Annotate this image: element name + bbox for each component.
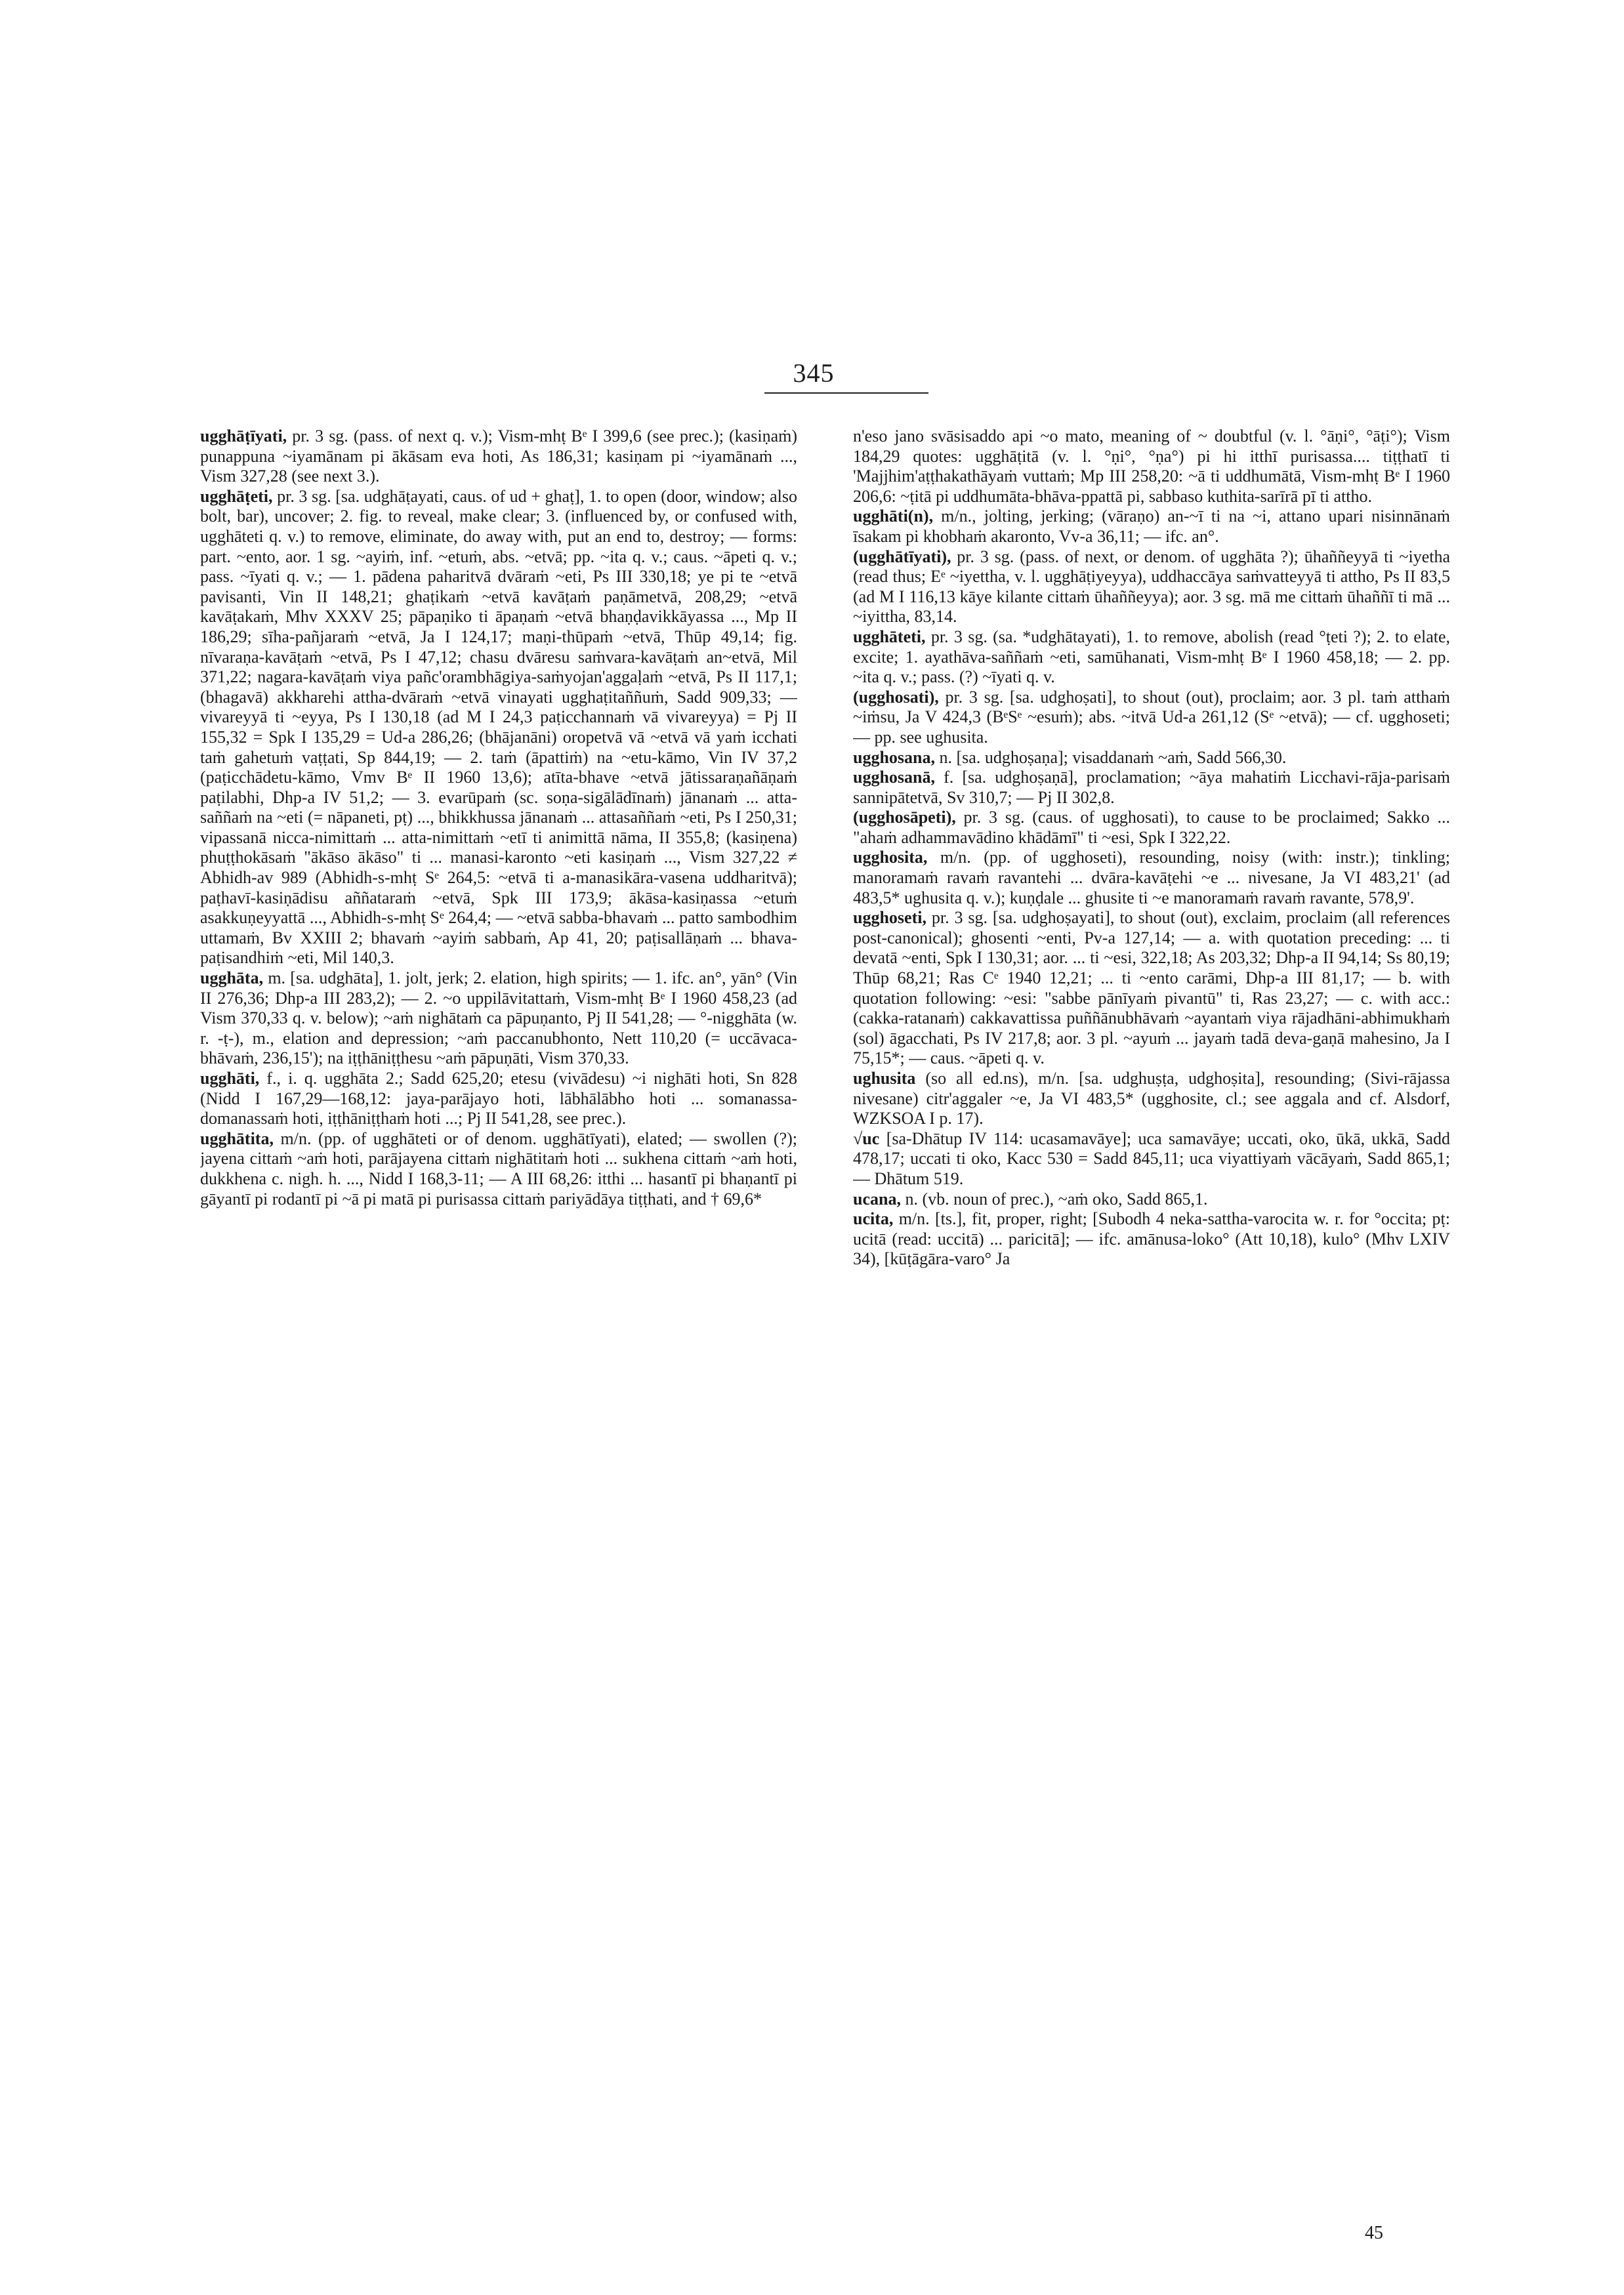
entry-text: pr. 3 sg. (sa. *udghātayati), 1. to remove, abolish (read °ṭeti ?); 2. to elate, excite; 1. ayathāva-saññaṁ ~eti, samūhanati, Vism-mhṭ Bᵉ I 1960 458,18; — 2. pp. ~ita q. v.; pass. (?) ~īyati q. v. — [853, 627, 1450, 687]
dictionary-entry — [853, 547, 1450, 627]
entry-headword: ugghāta, — [200, 968, 264, 988]
entry-text: n. [sa. udghoṣaṇa]; visaddanaṁ ~aṁ, Sadd 566,30. — [935, 747, 1287, 767]
page-number: 345 — [793, 358, 835, 388]
entry-text: pr. 3 sg. [sa. udghoṣayati], to shout (out), exclaim, proclaim (all references post-canonical); ghosenti ~enti, Pv-a 127,14; — a. with quotation preceding: ... ti devatā ~enti, Spk I 130,31; aor. ... ti ~esi, 322,18; As 203,32; Dhp-a II 94,14; Ss 80,19; Thūp 68,21; Ras Cᵉ 1940 12,21; ... ti ~ento carāmi, Dhp-a III 81,17; — b. with quotation following: ~esi: "sabbe pānīyaṁ pivantū" ti, Ras 23,27; — c. with acc.: (cakka-ratanaṁ) cakkavattissa puññānubhāvaṁ ~ayantaṁ viya rājadhāni-abhimukhaṁ (sol) āgacchati, Ps IV 217,8; aor. 3 pl. ~ayuṁ ... jayaṁ tadā deva-gaṇā mahesino, Ja I 75,15*; — caus. ~āpeti q. v. — [853, 908, 1450, 1068]
dictionary-entry — [853, 1189, 1450, 1210]
entry-text: (so all ed.ns), m/n. [sa. udghuṣṭa, udghoṣita], resounding; (Sivi-rājassa nivesane) citr'aggaler ~e, Ja VI 483,5* (ugghosite, cl.; see aggala and cf. Alsdorf, WZKSOA I p. 17). — [853, 1069, 1450, 1128]
dictionary-entry — [853, 507, 1450, 547]
entry-text: m/n. (pp. of ugghāteti or of denom. ugghātīyati), elated; — swollen (?); jayena cittaṁ ~aṁ hoti, parājayena cittaṁ nighātitaṁ hoti ... sukhena cittaṁ ~aṁ hoti, dukkhena c. nigh. h. ..., Nidd I 168,3-11; — A III 68,26: itthi ... hasantī pi bhaṇantī pi gāyantī pi rodantī pi ~ā pi matā pi purisassa cittaṁ pariyādāya tiṭṭhati, and † 69,6* — [200, 1128, 797, 1209]
dictionary-entry — [853, 426, 1450, 507]
dictionary-entry — [853, 688, 1450, 748]
dictionary-entry — [853, 1209, 1450, 1270]
dictionary-entry — [853, 1129, 1450, 1189]
entry-text: pr. 3 sg. (caus. of ugghosati), to cause to be proclaimed; Sakko ... "ahaṁ adhammavādino khādāmī" ti ~esi, Spk I 322,22. — [853, 808, 1450, 847]
entry-text: [sa-Dhātup IV 114: ucasamavāye]; uca samavāye; uccati, oko, ūkā, ukkā, Sadd 478,17; uccati ti oko, Kacc 530 = Sadd 845,11; uca viyattiyaṁ vācāyaṁ, Sadd 865,1; — Dhātum 519. — [853, 1128, 1450, 1188]
dictionary-entry — [853, 748, 1450, 768]
entry-headword: √uc — [853, 1128, 880, 1148]
entry-text: f. [sa. udghoṣaṇā], proclamation; ~āya mahatiṁ Licchavi-rāja-parisaṁ sannipātetvā, Sv 310,7; — Pj II 302,8. — [853, 768, 1450, 807]
dictionary-entry — [853, 808, 1450, 848]
entry-text: n'eso jano svāsisaddo api ~o mato, meaning of ~ doubtful (v. l. °āṇi°, °āṭi°); Vism 184,29 quotes: ugghāṭitā (v. l. °ṇi°, °ṇa°) pi hi itthī purisassa.... tiṭṭhatī ti 'Majjhim'aṭṭhakathāyaṁ vuttaṁ; Mp III 258,20: ~ā ti uddhumātā, Vism-mhṭ Bᵉ I 1960 206,6: ~ṭitā pi uddhumāta-bhāva-ppattā pi, sabbaso kuthita-sarīrā pī ti attho. — [853, 426, 1450, 506]
entry-headword: ugghātita, — [200, 1128, 274, 1148]
dictionary-entry — [853, 1069, 1450, 1129]
left-column — [200, 426, 797, 2218]
dictionary-entry — [853, 848, 1450, 908]
entry-text: f., i. q. ugghāta 2.; Sadd 625,20; etesu (vivādesu) ~i nighāti hoti, Sn 828 (Nidd I 167,29—168,12: jaya-parājayo hoti, lābhālābho hoti ... somanassa-domanassaṁ hoti, iṭṭhāniṭṭhaṁ hoti ...; Pj II 541,28, see prec.). — [200, 1069, 797, 1128]
dictionary-entry — [853, 768, 1450, 808]
entry-headword: ugghosana, — [853, 747, 935, 767]
header-rule — [764, 392, 928, 394]
entry-text: n. (vb. noun of prec.), ~aṁ oko, Sadd 865,1. — [900, 1189, 1208, 1209]
entry-headword: ucita, — [853, 1209, 894, 1229]
dictionary-entry — [200, 968, 797, 1069]
entry-headword: ugghāṭīyati, — [200, 426, 287, 445]
entry-text: pr. 3 sg. (pass. of next q. v.); Vism-mhṭ Bᵉ I 399,6 (see prec.); (kasiṇaṁ) punappuna ~iyamānam pi ākāsam eva hoti, As 186,31; kasiṇam pi ~iyamānaṁ ..., Vism 327,28 (see next 3.). — [200, 426, 797, 486]
entry-headword: ugghoseti, — [853, 908, 927, 928]
dictionary-entry — [853, 627, 1450, 688]
entry-headword: ugghāti, — [200, 1069, 260, 1088]
entry-text: pr. 3 sg. [sa. udghoṣati], to shout (out), proclaim; aor. 3 pl. taṁ atthaṁ ~iṁsu, Ja V 424,3 (BᵉSᵉ ~esuṁ); abs. ~itvā Ud-a 261,12 (Sᵉ ~etvā); — cf. ugghoseti; — pp. see ughusita. — [853, 687, 1450, 747]
entry-headword: ugghosita, — [853, 848, 928, 867]
entry-headword: ucana, — [853, 1189, 901, 1209]
entry-text: m/n. [ts.], fit, proper, right; [Subodh 4 neka-sattha-varocita w. r. for °occita; pṭ: ucitā (read: uccitā) ... paricitā]; — ifc. amānusa-loko° (Att 10,18), kulo° (Mhv LXIV 34), [kūṭāgāra-varo° Ja — [853, 1209, 1450, 1269]
entry-text: m/n., jolting, jerking; (vāraṇo) an-~ī ti na ~i, attano upari nisinnānaṁ īsakam pi khobhaṁ akaronto, Vv-a 36,11; — ifc. an°. — [853, 507, 1450, 546]
entry-headword: ugghosanā, — [853, 768, 935, 787]
entry-text: m/n. (pp. of ugghoseti), resounding, noisy (with: instr.); tinkling; manoramaṁ ravaṁ ravantehi ... dvāra-kavāṭehi ~e ... nivesane, Ja VI 483,21' (ad 483,5* ughusita q. v.); kuṇḍale ... ghusite ti ~e manoramaṁ ravaṁ ravante, 578,9'. — [853, 848, 1450, 907]
dictionary-entry — [200, 487, 797, 968]
entry-text: pr. 3 sg. [sa. udghāṭayati, caus. of ud + ghaṭ], 1. to open (door, window; also bolt, bar), uncover; 2. fig. to reveal, make clear; 3. (influenced by, or confused with, ugghāteti q. v.) to remove, eliminate, do away with, put an end to, destroy; — forms: part. ~ento, aor. 1 sg. ~ayiṁ, inf. ~etuṁ, abs. ~etvā; pp. ~ita q. v.; caus. ~āpeti q. v.; pass. ~īyati q. v.; — 1. pādena paharitvā dvāraṁ ~eti, Ps III 330,18; ye pi te ~etvā pavisanti, Vin II 148,21; ghaṭikaṁ ~etvā kavāṭaṁ paṇāmetvā, 208,29; ~etvā kavāṭakaṁ, Mhv XXXV 25; pāpaṇiko ti āpaṇaṁ ~etvā bhaṇḍavikkāyassa ..., Mp II 186,29; sīha-pañjaraṁ ~etvā, Ja I 124,17; maṇi-thūpaṁ ~etvā, Thūp 49,14; fig. nīvaraṇa-kavāṭaṁ ~etvā, Ps I 47,12; chasu dvāresu saṁvara-kavāṭaṁ an~etvā, Mil 371,22; nagara-kavāṭaṁ viya pañc'orambhāgiya-saṁyojan'aggaḷaṁ ~etvā, Ps II 117,1; (bhagavā) akkharehi attha-dvāraṁ ~etvā vinayati ugghaṭitaññuṁ, Sadd 909,33; — vivareyyā ti ~eyya, Ps I 130,18 (ad M I 24,3 paṭicchannaṁ vā vivareyya) = Pj II 155,32 = Spk I 135,29 = Ud-a 286,26; (bhājanāni) oropetvā vā ~etvā vā yaṁ icchati taṁ gahetuṁ vaṭṭati, Sp 844,19; — 2. taṁ (āpattiṁ) na ~etu-kāmo, Vin IV 37,2 (paṭicchādetu-kāmo, Vmv Bᵉ II 1960 13,6); atīta-bhave ~etvā jātissaraṇañāṇaṁ paṭilabhi, Dhp-a IV 51,2; — 3. evarūpaṁ (sc. soṇa-sigālādīnaṁ) jānanaṁ ... atta-saññaṁ na ~eti (= nāpaneti, pṭ) ..., bhikkhussa jānanaṁ ... attasaññaṁ ~eti, Ps I 250,31; vipassanā nicca-nimittaṁ ... atta-nimittaṁ ~etī ti animittā nāma, II 355,8; (kasiṇena) phuṭṭhokāsaṁ "ākāso ākāso" ti ... manasi-karonto ~eti kasiṇaṁ ..., Vism 327,22 ≠ Abhidh-av 989 (Abhidh-s-mhṭ Sᵉ 264,5: ~etvā ti a-manasikāra-vasena uddharitvā); paṭhavī-kasiṇādisu aññataraṁ ~etvā, Spk III 173,9; ākāsa-kasiṇassa ~etuṁ asakkuṇeyyattā ..., Abhidh-s-mhṭ Sᵉ 264,4; — ~etvā sabba-bhavaṁ ... patto sambodhim uttamaṁ, Bv XXIII 2; bhavaṁ ~ayiṁ sabbaṁ, Ap 41, 20; paṭisallāṇaṁ ... bhava-paṭisandhiṁ ~eti, Mil 140,3. — [200, 486, 797, 968]
entry-text: m. [sa. udghāta], 1. jolt, jerk; 2. elation, high spirits; — 1. ifc. an°, yān° (Vin II 276,36; Dhp-a III 283,2); — 2. ~o uppilāvitattaṁ, Vism-mhṭ Bᵉ I 1960 458,23 (ad Vism 370,33 q. v. below); ~aṁ nighātaṁ ca pāpuṇanto, Pj II 541,28; — °-nigghāta (w. r. -ṭ-), m., elation and depression; ~aṁ paccanubhonto, Nett 110,20 (= uccāvaca-bhāvaṁ, 236,15'); na iṭṭhāniṭṭhesu ~aṁ pāpuṇāti, Vism 370,33. — [200, 968, 797, 1068]
dictionary-entry — [200, 426, 797, 487]
entry-headword: ugghāṭeti, — [200, 486, 273, 506]
signature-mark: 45 — [1365, 2223, 1383, 2243]
dictionary-entry — [853, 908, 1450, 1069]
entry-headword: (ugghātīyati), — [853, 547, 951, 566]
entry-headword: ughusita — [853, 1069, 916, 1088]
entry-headword: (ugghosāpeti), — [853, 808, 956, 827]
entry-text: pr. 3 sg. (pass. of next, or denom. of ugghāta ?); ūhaññeyyā ti ~iyetha (read thus; Eᵉ ~iyettha, v. l. ugghāṭiyeyya), uddhaccāya saṁvatteyyā ti attho, Ps II 83,5 (ad M I 116,13 kāye kilante cittaṁ ūhaññeyya); aor. 3 sg. mā me cittaṁ ūhaññī ti mā ... ~iyittha, 83,14. — [853, 547, 1450, 627]
entry-headword: (ugghosati), — [853, 687, 939, 707]
dictionary-entry — [200, 1069, 797, 1129]
entry-headword: ugghāteti, — [853, 627, 926, 646]
dictionary-entry — [200, 1129, 797, 1209]
right-column — [853, 426, 1450, 2218]
entry-headword: ugghāti(n), — [853, 507, 934, 526]
